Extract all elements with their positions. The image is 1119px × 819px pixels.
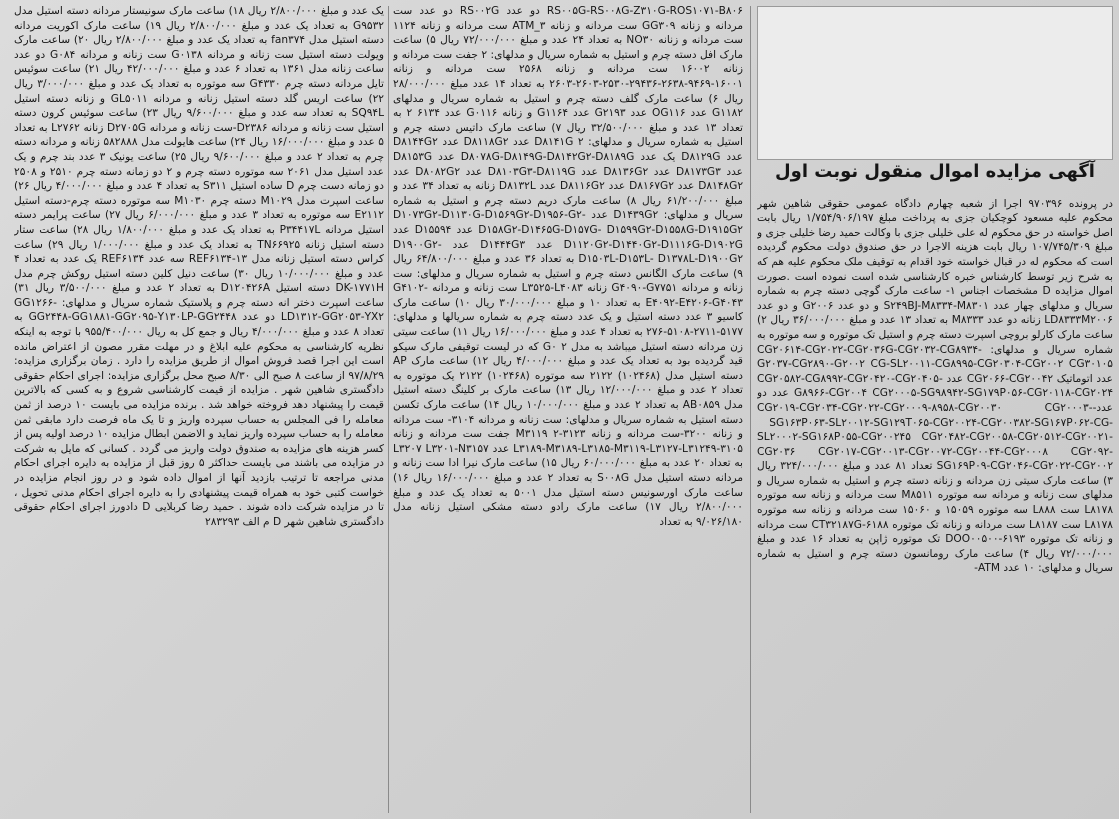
column-left (14, 4, 384, 815)
column-left-text: یک عدد و مبلغ ۲/۸۰۰/۰۰۰ ریال ۱۸) ساعت مارک سونیستار مردانه دسته استیل مدل G۹۵۳۲ به تعداد یک عدد و مبلغ ۲/۸۰۰/۰۰۰ ریال ۱۹) ساعت مارک اکوریت مردانه دسته استیل مدل fan۳۷۴ به تعداد یک عدد و مبلغ ۲/۸۰۰/۰۰۰ ریال ۲۰) ساعت مارک ویولت دسته استیل ست زنانه و مردانه G۰۱۳۸ ست زنانه و مردانه G۰۸۴ دو عدد ساعت زنانه مدل ۱۳۶۱ به تعداد ۶ عدد و مبلغ ۴۲/۰۰۰/۰۰۰ ریال ۲۱) ساعت سوئیس تایل مردانه دسته چرم G۴۳۳۰ سه موتوره به تعداد یک عدد و مبلغ ۳/۰۰۰/۰۰۰ ریال ۲۲) ساعت اریس گلد دسته استیل زنانه و مردانه GL۵۰۱۱ و زنانه دسته استیل SQ۹۴L به تعداد سه عدد و مبلغ ۹/۶۰۰/۰۰۰ ریال ۲۳) ساعت سوئیس کرون دسته استیل ست زنانه و مردانه D۲۳۸۶-ست زنانه و مردانه D۲۷۰۵G زنانه L۲۷۶۲ به تعداد ۵ عدد و مبلغ ۱۶/۰۰۰/۰۰۰ ریال ۲۴) ساعت هایولت مدل ۵۸۲۸۸۸ زنانه و مردانه دسته چرم به تعداد ۲ عدد و مبلغ ۹/۶۰۰/۰۰۰ ریال ۲۵) ساعت یونیک ۳ عدد بند چرم و یک عدد استیل مدل ۲۰۶۱ سه موتوره دسته چرم و ۲ دو زمانه دسته چرم ۲۵۱۰ و ۲۵۰۸ دو زمانه دست چرم D ساده استیل S۳۱۱ به تعداد ۴ عدد و مبلغ ۴/۰۰۰/۰۰۰ ریال ۲۶) ساعت اسپرت مدل M۱۰۲۹ دسته چرم M۱۰۳۰ سه موتوره دسته چرم-دسته استیل E۲۱۱۲ سه موتوره به تعداد ۳ عدد و مبلغ ۶/۰۰۰/۰۰۰ ریال ۲۷) ساعت پرایمر دسته استیل مردانه P۳۴۴۱۷L به تعداد یک عدد و مبلغ ۱/۸۰۰/۰۰۰ ریال ۲۸) ساعت ستار دسته استیل زنانه TN۶۶۹۲۵ به تعداد یک عدد و مبلغ ۱/۰۰۰/۰۰۰ ریال ۲۹) ساعت کراس دسته استیل زنانه مدل REF۶۱۳۴-۱۳ سه عدد REF۶۱۳۴ یک عدد به تعداد ۴ عدد و مبلغ ۱۰/۰۰۰/۰۰۰ ریال ۳۰) ساعت دنیل کلین دسته استیل روکش چرم مدل DK-۱۷۷۱H دسته استیل D۱۲۰۴۲۶A به تعداد ۲ عدد و مبلغ ۳/۵۰۰/۰۰۰ ریال ۳۱) ساعت اسپرت دختر انه دسته چرم و پلاستیک شماره سریال و مدلهای: GG۱۲۶۶-LD۱۳۱۲-GG۲۰۵۳-YX۲ دو عدد GG۲۴۴۸-GG۱۸۸۱-GG۲۰۹۵-Y۱۳۰LP-GG۲۴۴۸ به تعداد ۸ عدد و مبلغ ۴/۰۰۰/۰۰۰ ریال و جمع کل به ریال ۹۵۵/۴۰۰/۰۰۰ با توجه به اینکه نظریه کارشناسی به محکوم علیه ابلاغ و در مهلت مقرر مصون از اعتراض مانده است این اجرا قصد فروش اموال از طریق مزایده را دارد . زمان برگزاری مزایده: ۹۷/۸/۲۹ از ساعت ۸ صبح الی ۸/۳۰ صبح محل برگزاری مزایده: اجرای احکام حقوقی دادگستری شاهین شهر . مزایده از قیمت کارشناسی شروع و به کسی که بالاترین قیمت را پیشنهاد دهد فروخته خواهد شد . برنده مزایده می بایست ۱۰ درصد از ثمن معامله را فی المجلس به حساب سپرده واریز و تا یک ماه فرصت دارد مابقی ثمن معامله را به حساب سپرده واریز نماید و الاضمن ابطال مزایده ۱۰ درصد اولیه پس از کسر هزینه های مزایده به صندوق دولت واریز می گردد . کسانی که مایل به شرکت در مزایده می باشند می بایست حداکثر ۵ روز قبل از مزایده به دایره اجرای احکام مدنی مراجعه تا ترتیب بازدید آنها از اموال داده شود و در روز انجام مزایده در خواست کتبی خود به همراه قیمت پیشنهادی را به دایره اجرای احکام مدنی تحویل ، تا در مزایده شرکت داده شوند . حمید رضا کربلایی D دادورز اجرای احکام حقوقی دادگستری شاهین شهر D م الف ۲۸۳۲۹۳ (14, 5, 384, 528)
column-middle-text: RS۰۰۵G-RS۰۰۸G-Z۳۱۰G-ROS۱۰۷۱-B۸۰۶ دو عدد RS۰۰۲G دو عدد ست مردانه و زنانه GG۳۰۹ ست مردانه و زنانه ATM_۳ ست مردانه و زنانه ۱۱۲۴ ست مردانه و زنانه NO۳۰ به تعداد ۲۴ عدد و مبلغ ۷۲/۰۰۰/۰۰۰ ریال ۵) ساعت مارک افل دسته چرم و استیل به شماره سریال و مدلهای: ۲ جفت ست مردانه و زنانه ۱۶۰۰۲ ست مردانه و زنانه ۲۵۶۸ ست مردانه و زنانه ۱۶۰۰۱-۹۴۶۹-۲۶۳۸-۲۹۴۳۶-۲۵۳۰-۲۶۰۳-۲۶۰۳ به تعداد ۱۴ عدد مبلغ ۲۸/۰۰۰/۰۰۰ ریال ۶) ساعت مارک گلف دسته چرم و استیل به شماره سریال و مدلهای G۱۱۸۲ عدد OG۱۱۶ عدد G۲۱۹۳ عدد G۱۱۶۴ و زنانه G۰۱۱۶ عدد ۶۱۳۴ ۲ به تعداد ۱۳ عدد و مبلغ ۳۲/۵۰۰/۰۰۰ ریال ۷) ساعت مارک داتیس دسته چرم و استیل به شماره سریال و مدلهای: D۸۱۴۱G ۲ عدد D۸۱۱۸G۲ عدد D۸۱۴۴G۲ عدد D۸۱۲۹G یک عدد D۸۰۷۸G-D۸۱۴۹G-D۸۱۴۲G۲-D۸۱۸۹G عدد D۸۱۵۳G عدد D۸۱۷۳G۳ عدد D۸۱۳۶G۲ عدد D۸۱۰۳G۳-D۸۱۱۹G عدد D۸۰۸۲G۲ عدد D۸۱۴۸G۲ عدد D۸۱۶۷G۲ عدد D۸۱۱۶G۲ عدد D۸۱۳۲L زنانه به تعداد ۳۴ عدد و مبلغ ۶۱/۲۰۰/۰۰۰ ریال ۸) ساعت مارک دریم دسته چرم و استیل به شماره سریال و مدلهای: D۱۴۳۹G۲ عدد D۱۰۷۳G۲-D۱۱۳۰G-D۱۵۶۹G۲-D۱۹۵۶-G۲-D۱۵۸G۲-D۱۴۶۵G-D۱۵۷G- D۱۵۹۹G۲-D۱۵۵۸G-D۱۹۱۵G۲ عدد D۱۵۵۹۴ عدد D۱۱۲۰G۲-D۱۴۴۰G۲-D۱۱۱۶G-D۱۹۰۲G عدد D۱۴۴۴G۳ عدد D۱۹۰۰G۲-D۱۵۰۳L-D۱۵۳L- D۱۳۷۸L-D۱۹۰۰G۲ به تعداد ۳۶ عدد و مبلغ ۶۴/۸۰۰/۰۰۰ ریال ۹) ساعت مارک الگانس دسته چرم و استیل به شماره سریال و مدلهای: ست زنانه و مردانه G۴۰۹۰-G۷۷۵۱ زنانه L۳۵۲۵-L۴۰۸۳ ست زنانه و مردانه G۴۱۰۲-E۴۰۹۲-E۴۲۰۶-G۴۰۴۳ به تعداد ۱۰ و مبلغ ۳۰/۰۰۰/۰۰۰ ریال ۱۰) ساعت مارک کاسیو ۳ عدد دسته استیل و یک عدد دسته چرم به شماره سریالها و مدلهای: ۵۱۷۷-۲۷۱۱-۵۱۰۸-۲۷۶ به تعداد ۴ عدد و مبلغ ۱۶/۰۰۰/۰۰۰ ریال ۱۱) ساعت سیتی زن مردانه دسته استیل میباشد به مدل ۲ G۰ که در لیست توقیفی مارک سیکو قید گردیده بود به تعداد یک عدد و مبلغ ۴/۰۰۰/۰۰۰ ریال ۱۲) ساعت مارک AP دسته استیل مدل (۱۰۲۴۶۸) ۲۱۲۲ سه موتوره (۱۰۲۴۶۸) ۲۱۲۲ یک موتوره به تعداد ۲ عدد و مبلغ ۱۲/۰۰۰/۰۰۰ ریال ۱۳) ساعت مارک بر کلینگ دسته استیل مدل AB۰۸۵۹ به تعداد ۲ عدد و مبلغ ۱۰/۰۰۰/۰۰۰ ریال ۱۴) ساعت مارک تکسن دسته استیل به شماره سریال و مدلهای: ست زنانه و مردانه ۳۱۰۴- ست مردانه و زنانه ۳۲۰۰-ست مردانه و زنانه ۳۱۲۳-M۳۱۱۹ ۲ جفت ست مردانه و زنانه ۳۱۰۵-L۳۱۸۹-M۳۱۸۹-L۳۱۸۵-M۳۱۱۹-L۳۱۲۷-L۳۱۲۴۹ عدد L۳۲۰۷ L۳۲۰۱-N۳۱۵۷ به تعداد ۲۰ عدد به مبلغ ۶۰/۰۰۰/۰۰۰ ریال ۱۵) ساعت مارک نیرا ادا ست زنانه و مردانه دسته استیل مدل S۰۰۸G به تعداد ۲ عدد و مبلغ ۱۶/۰۰۰/۰۰۰ ریال ۱۶) ساعت مارک اورسونیس دسته استیل مدل ۵۰۰۱ به تعداد یک عدد و مبلغ ۲/۸۰۰/۰۰۰ ریال ۱۷) ساعت مارک رادو دسته مشکی استیل زنانه مدل ۹/۰۲۶/۱۸۰ به تعداد (393, 5, 743, 528)
column-middle (393, 4, 743, 815)
adjacent-ad-box (757, 6, 1113, 160)
column-divider (388, 6, 389, 813)
notice-heading: آگهی مزایده اموال منقول نوبت اول (775, 161, 1095, 182)
column-right-text: در پرونده ۹۷۰۳۹۶ اجرا از شعبه چهارم دادگاه عمومی حقوقی شاهین شهر محکوم علیه مسعود کوچکیان جزی به پرداخت مبلغ ۱/۷۵۴/۹۰۶/۱۹۷ ریال بابت اصل خواسته در حق محکوم له علی خلیلی جزی با وکالت حمید رضا خلیلی جزی و مبلغ ۱۰۷/۷۴۵/۳۰۹ ریال بابت هزینه الاجرا در حق صندوق دولت محکوم گردیده است که محکوم له در قبال خواسته خود اقدام به توقیف ملک محکوم علیه هم که به شرح زیر توسط کارشناس خبره کارشناسی شده است نموده است .صورت اموال مزایده D مشخصات اجناس ۱- ساعت مارک گوچی دسته چرم به شماره سریال و مدلهای چهار عدد S۲۴۹BJ-M۸۳۳۴-M۸۳۰۱ و دو عدد G۲۰۰۶ و دو عدد LD۸۳۳۳M۲۰۰۶ زنانه دو عدد M۸۳۳۳ به تعداد ۱۳ عدد و مبلغ ۳۶/۰۰۰/۰۰۰ ریال ۲) ساعت مارک کارلو بروچی اسپرت دسته چرم و استیل تک موتوره و سه موتوره به شماره سریال و مدلهای: CG۲۰۶۱۴-CG۲۰۲۲-CG۲۰۳۶G-CG۲۰۳۲-CG۸۹۳۴-G۲۰۳۷-CG۲۸۹۰-G۲۰۰۲ CG-SL۲۰۰۱۱-CG۸۹۹۵-CG۲۰۳۰۴-CG۲۰۰۲ CG۳۰۱۰۵ عدد اتوماتیک CG۲۰۶۶-CG۲۰۰۴۲ عدد CG۲۰۵۸۲-CG۸۹۹۲-CG۲۰۴۲۰-CG۲۰۴۰۵-G۸۹۶۶-CG۲۰۰۴ CG۲۰۰۰۵-SG۹۸۹۴۲-SG۱۷۹P۰۵۶-CG۲۰۱۱۸-CG۲۰۲۴ عدد دو عدد-CG۲۰۱۹-CG۲۰۳۴-CG۲۰۲۲-CG۲۰۰۰۹-۸۹۵۸-CG۲۰۰۳۰ CG۲۰۰۰۳-SG۱۶۳P۰۶۳-SL۲۰۰۱۲-SG۱۲۹T۰۶۵-CG۲۰۰۲۴-CG۲۰۰۳۸۲-SG۱۶۷P۰۶۲-CG-SL۲۰۰۰۲-SG۱۶۸P۰۵۵-CG۲۰۰۲۴۵ CG۲۰۴۸۲-CG۲۰۰۵۸-CG۲۰۵۱۲-CG۲۰۰۲۱-CG۲۰۳۶ CG۲۰۱۷-CG۲۰۰۱۳-CG۲۰۰۷۲-CG۲۰۰۴۴-CG۲۰۰۰۸ CG۲۰۹۲-SG۱۶۹P۰۹-CG۲۰۴۶-CG۲۰۲۲-CG۲۰۰۲ تعداد ۸۱ عدد و مبلغ ۳۲۴/۰۰۰/۰۰۰ ریال ۳) ساعت مارک سیتی زن مردانه و زنانه دسته چرم و استیل به شماره سریال و مدلهای ست زنانه و مردانه سه موتوره M۸۵۱۱ ست مردانه و زنانه سه موتوره L۸۱۷۸ ست L۸۸۸ سه موتوره ۱۵۰۵۹ و ۱۵۰۶۰ ست مردانه و زنانه سه موتوره L۸۱۷۸ ست L۸۱۸۷ ست مردانه و زنانه تک موتوره CT۳۲۱۸۷G-۶۱۸۸ ست مردانه و زنانه تک موتوره DOO۰۰۵۰۰-۶۱۹۳ تک موتوره ژاپن به تعداد ۱۶ عدد و مبلغ ۷۲/۰۰۰/۰۰۰ ریال ۴) ساعت مارک رومانسون دسته چرم و استیل به شماره سریال و مدلهای: ۱۰ عدد ATM- (757, 197, 1113, 575)
column-right (757, 186, 1113, 815)
column-divider (750, 6, 751, 813)
